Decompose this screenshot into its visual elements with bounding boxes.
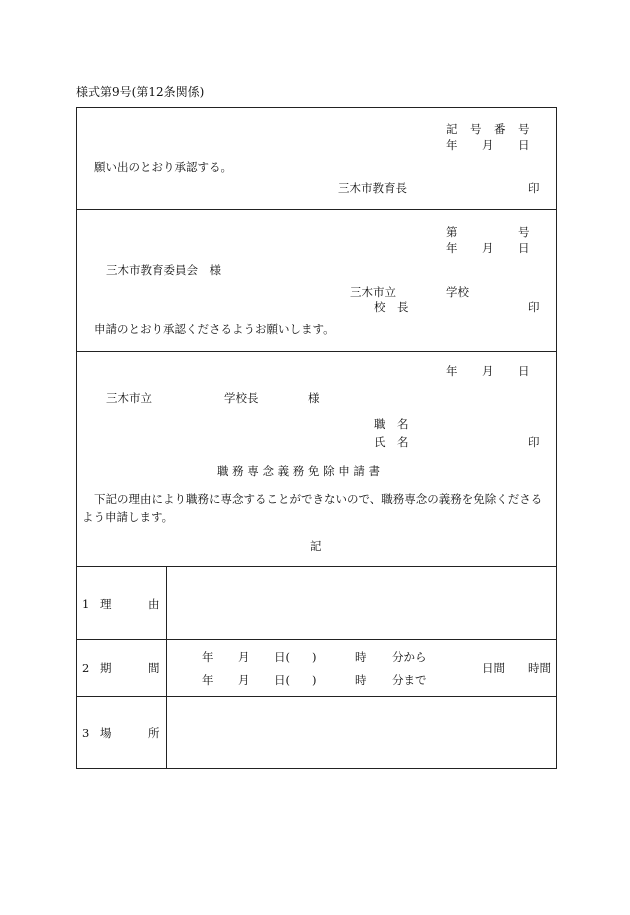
place-field[interactable] xyxy=(166,696,556,768)
approval-month: 月 xyxy=(482,138,494,152)
request-dai: 第 xyxy=(446,225,458,239)
row1-label-a: 理 xyxy=(100,597,112,611)
application-addr-sama: 様 xyxy=(308,391,320,405)
request-text: 申請のとおり承認くださるようお願いします。 xyxy=(94,322,335,336)
request-school-suffix: 学校 xyxy=(446,285,469,299)
application-shimei: 氏 名 xyxy=(374,435,409,449)
application-month: 月 xyxy=(482,364,494,378)
application-title: 職 務 専 念 義 務 免 除 申 請 書 xyxy=(217,464,381,478)
from-day: 日( xyxy=(274,650,290,664)
from-minute: 分から xyxy=(392,650,427,664)
row3-label-b: 所 xyxy=(148,726,160,740)
request-year: 年 xyxy=(446,241,458,255)
application-ki: 記 xyxy=(310,539,322,553)
to-hour: 時 xyxy=(355,673,367,687)
to-minute: 分まで xyxy=(392,673,427,687)
divider-approval xyxy=(77,209,556,210)
request-principal: 校 長 xyxy=(374,300,409,314)
request-seal: 印 xyxy=(528,300,540,314)
approval-text: 願い出のとおり承認する。 xyxy=(94,160,232,174)
from-paren-close: ) xyxy=(312,650,317,664)
request-day: 日 xyxy=(518,241,530,255)
approval-day: 日 xyxy=(518,138,530,152)
request-school-prefix: 三木市立 xyxy=(350,285,396,299)
from-hour: 時 xyxy=(355,650,367,664)
application-shokumei: 職 名 xyxy=(374,417,409,431)
application-body-line2: よう申請します。 xyxy=(82,510,174,524)
approval-go2: 号 xyxy=(518,122,530,136)
divider-request xyxy=(77,351,556,352)
approval-ki: 記 xyxy=(446,122,458,136)
application-body-line1: 下記の理由により職務に専念することができないので、職務専念の義務を免除くださる xyxy=(94,492,543,506)
approval-signer: 三木市教育長 xyxy=(338,181,407,195)
request-go: 号 xyxy=(518,225,530,239)
approval-year: 年 xyxy=(446,138,458,152)
period-days: 日間 xyxy=(482,661,505,675)
from-year: 年 xyxy=(202,650,214,664)
application-addr-prefix: 三木市立 xyxy=(106,391,152,405)
approval-ban: 番 xyxy=(494,122,506,136)
application-seal: 印 xyxy=(528,435,540,449)
request-addressee: 三木市教育委員会 様 xyxy=(106,263,221,277)
to-day: 日( xyxy=(274,673,290,687)
to-month: 月 xyxy=(238,673,250,687)
to-paren-close: ) xyxy=(312,673,317,687)
form-label: 様式第9号(第12条関係) xyxy=(76,85,205,99)
application-day: 日 xyxy=(518,364,530,378)
application-year: 年 xyxy=(446,364,458,378)
reason-field[interactable] xyxy=(166,566,556,638)
row2-label-a: 期 xyxy=(100,661,112,675)
divider-row1 xyxy=(77,639,556,640)
from-month: 月 xyxy=(238,650,250,664)
row1-number: 1 xyxy=(82,597,90,611)
approval-go: 号 xyxy=(470,122,482,136)
approval-seal: 印 xyxy=(528,181,540,195)
period-hours: 時間 xyxy=(528,661,551,675)
to-year: 年 xyxy=(202,673,214,687)
application-addr-school: 学校長 xyxy=(224,391,259,405)
row2-number: 2 xyxy=(82,661,90,675)
request-month: 月 xyxy=(482,241,494,255)
row1-label-b: 由 xyxy=(148,597,160,611)
row3-label-a: 場 xyxy=(100,726,112,740)
row3-number: 3 xyxy=(82,726,90,740)
row2-label-b: 間 xyxy=(148,661,160,675)
